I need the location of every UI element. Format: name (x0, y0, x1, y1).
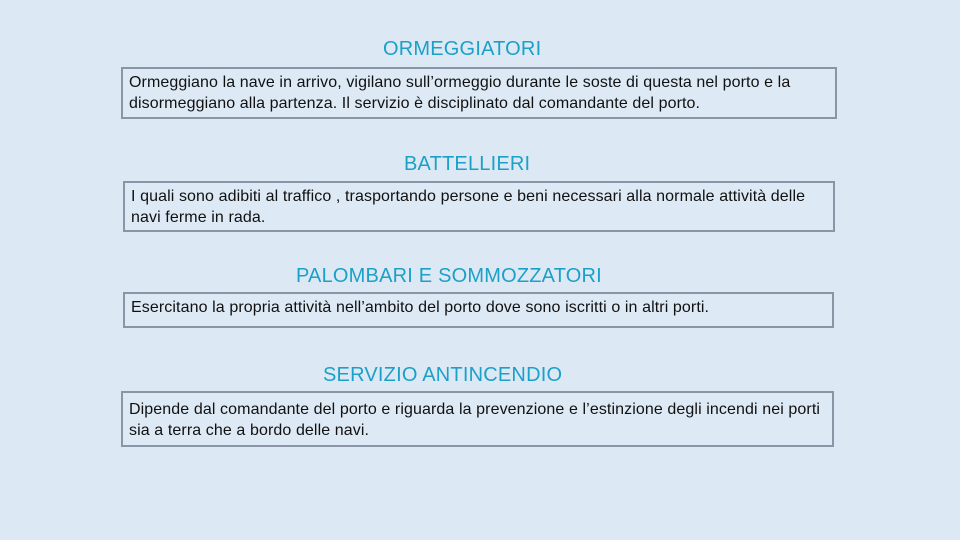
section-title-ormeggiatori: ORMEGGIATORI (383, 38, 542, 60)
section-title-antincendio: SERVIZIO ANTINCENDIO (323, 364, 563, 386)
section-text-battellieri: I quali sono adibiti al traffico , trasportando persone e beni necessari alla normale attività delle navi ferme in rada. (123, 181, 835, 232)
section-text-ormeggiatori: Ormeggiano la nave in arrivo, vigilano sull’ormeggio durante le soste di questa nel porto e la disormeggiano alla partenza. Il servizio è disciplinato dal comandante del porto. (121, 67, 837, 119)
section-text-antincendio: Dipende dal comandante del porto e riguarda la prevenzione e l’estinzione degli incendi nei porti sia a terra che a bordo delle navi. (121, 391, 834, 447)
section-title-battellieri: BATTELLIERI (404, 153, 531, 175)
section-text-palombari: Esercitano la propria attività nell’ambito del porto dove sono iscritti o in altri porti. (123, 292, 834, 328)
section-title-palombari: PALOMBARI E SOMMOZZATORI (296, 265, 602, 287)
